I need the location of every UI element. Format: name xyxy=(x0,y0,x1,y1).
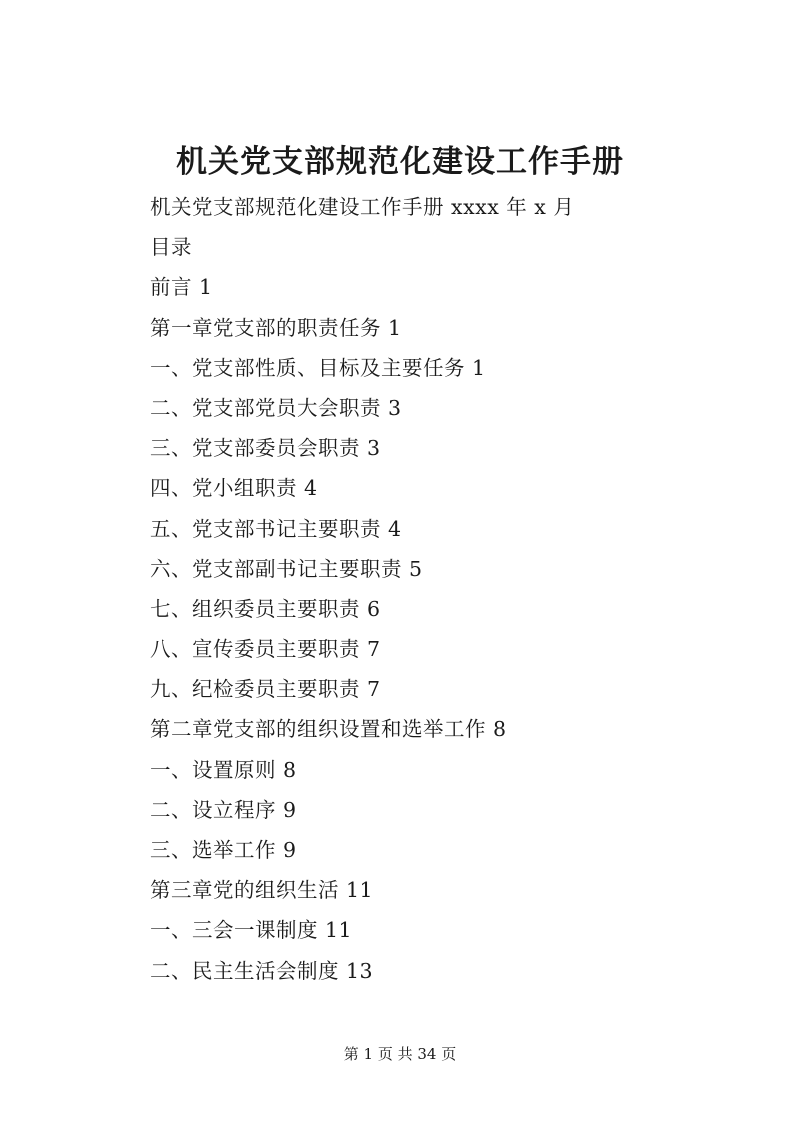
toc-entry: 第二章党支部的组织设置和选举工作 8 xyxy=(150,717,507,742)
toc-entry: 三、选举工作 9 xyxy=(150,838,297,862)
toc-entry: 六、党支部副书记主要职责 5 xyxy=(150,556,423,581)
toc-entry: 第三章党的组织生活 11 xyxy=(150,878,374,903)
toc-entry: 四、党小组职责 4 xyxy=(150,476,318,501)
toc-entry: 二、党支部党员大会职责 3 xyxy=(150,395,402,420)
toc-entry: 二、民主生活会制度 13 xyxy=(150,958,374,983)
table-of-contents xyxy=(150,267,770,990)
document-title: 机关党支部规范化建设工作手册 xyxy=(176,144,624,180)
toc-entry: 二、设立程序 9 xyxy=(150,797,297,822)
toc-entry: 第一章党支部的职责任务 1 xyxy=(150,315,402,340)
toc-entry: 一、设置原则 8 xyxy=(150,757,297,782)
toc-entry: 一、党支部性质、目标及主要任务 1 xyxy=(150,355,486,380)
document-subtitle: 机关党支部规范化建设工作手册 xxxx 年 x 月 xyxy=(150,195,575,219)
page-footer: 第 1 页 共 34 页 xyxy=(343,1045,457,1063)
toc-entry: 八、宣传委员主要职责 7 xyxy=(150,637,381,662)
toc-entry: 三、党支部委员会职责 3 xyxy=(150,436,381,461)
toc-entry: 前言 1 xyxy=(150,275,213,300)
document-body xyxy=(150,187,770,991)
toc-heading: 目录 xyxy=(150,235,192,260)
toc-entry: 七、组织委员主要职责 6 xyxy=(150,596,381,621)
toc-entry: 一、三会一课制度 11 xyxy=(150,918,353,943)
toc-entry: 九、纪检委员主要职责 7 xyxy=(150,677,381,702)
toc-entry: 五、党支部书记主要职责 4 xyxy=(150,516,402,541)
